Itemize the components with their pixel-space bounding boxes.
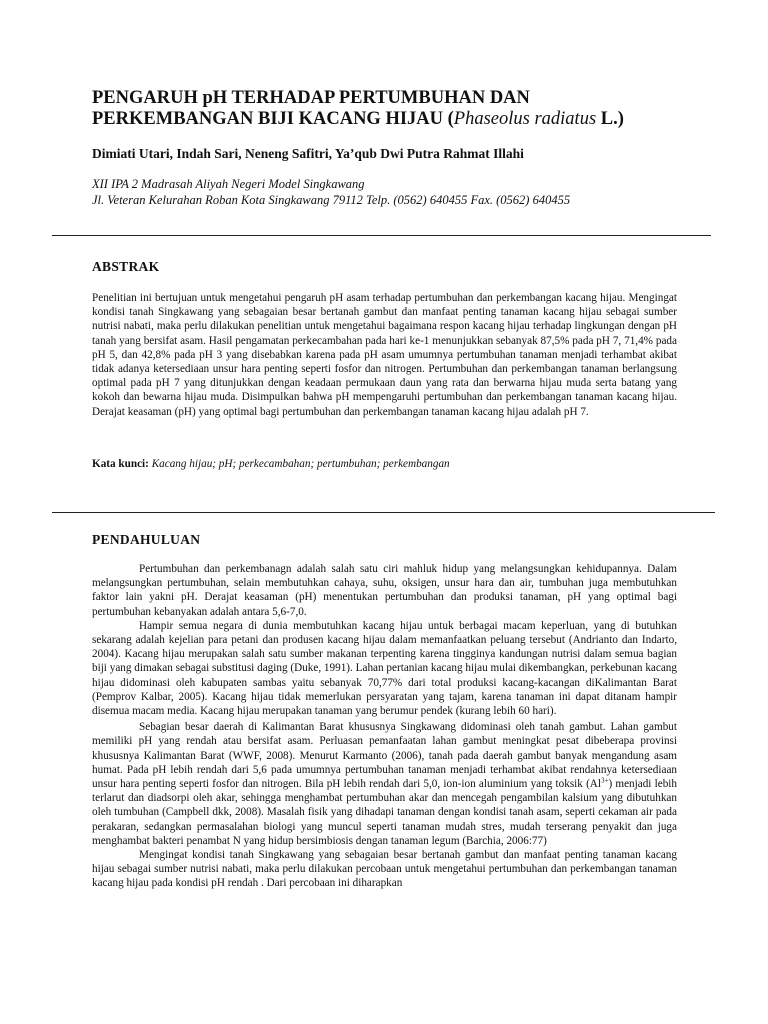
keywords-text: Kacang hijau; pH; perkecambahan; pertumbuhan; perkembangan — [148, 458, 450, 470]
title-end: L.) — [596, 109, 624, 129]
divider-bottom — [52, 512, 715, 513]
abstract-text: Penelitian ini bertujuan untuk mengetahui pengaruh pH asam terhadap pertumbuhan dan perkembangan kacang hijau. Mengingat kondisi tanah Singkawang yang sebagaian besar bertanah gambut dan manfaat penting tanaman kacang hijau sebagai sumber nutrisi nabati, maka perlu dilakukan penelitian untuk mengetahui bagaimana respon kacang hijau terhadap lingkungan dengan pH tanah yang bersifat asam. Hasil pengamatan perkecambahan pada hari ke-1 menunjukkan sebanyak 87,5% pada pH 7, 71,4% pada pH 5, dan 42,8% pada pH 3 yang disebabkan karena pada pH asam umumnya pertumbuhan tanaman menjadi terhambat akibat tidak adanya ketersediaan unsur hara penting seperti fosfor dan nitrogen. Pertumbuhan dan perkembangan tanaman berlangsung optimal pada pH 7 yang ditunjukkan dengan keadaan permukaan daun yang rata dan berwarna hijau muda serta batang yang kokoh dan bewarna hijau muda. Disimpulkan bahwa pH mempengaruhi pertumbuhan dan perkembangan tanaman kacang hijau. Derajat keasaman (pH) yang optimal bagi pertumbuhan dan perkembangan tanaman kacang hijau adalah pH 7. — [92, 292, 677, 418]
affiliation — [92, 177, 692, 208]
intro-paragraph-2: Hampir semua negara di dunia membutuhkan kacang hijau untuk berbagai macam keperluan, yang di butuhkan sekarang adalah kejelian para petani dan produsen kacang hijau dalam memanfaatkan peluang tersebut (Andrianto dan Indarto, 2004). Kacang hijau merupakan salah satu sumber makanan terpenting karena tingginya kandungan nutrisi dalam semua bagian biji yang dimakan sebagai substitusi daging (Duke, 1991). Lahan pertanian kacang hijau mulai dikembangkan, perkebunan kacang hijau didominasi oleh kabupaten sambas yaitu sebanyak 70,77% dari total produksi kacang-kacangan diKalimantan Barat (Pemprov Kalbar, 2005). Kacang hijau tidak memerlukan persyaratan yang tajam, karena tanaman ini dapat ditanam hampir disemua macam media. Kacang hijau merupakan tanaman yang berumur pendek (kurang lebih 60 hari). — [92, 619, 677, 718]
keywords — [92, 458, 677, 470]
intro-paragraph-1: Pertumbuhan dan perkembanagn adalah salah satu ciri mahluk hidup yang melangsungkan kehidupannya. Dalam melangsungkan pertumbuhan, selain membutuhkan cahaya, suhu, oksigen, unsur hara dan air, tumbuhan juga membutuhkan faktor lain yakni pH. Derajat keasaman (pH) menentukan pertumbuhan dan produksi tanaman, pH yang optimal bagi pertumbuhan kebanyakan adalah antara 5,6-7,0. — [92, 563, 677, 618]
divider-top — [52, 235, 711, 236]
intro-paragraph-3 — [92, 720, 677, 848]
paper-title — [92, 88, 692, 130]
title-species: Phaseolus radiatus — [453, 109, 597, 129]
intro-p3-before: Sebagian besar daerah di Kalimantan Barat khususnya Singkawang didominasi oleh tanah gambut. Lahan gambut memiliki pH yang rendah atau bersifat asam. Perluasan pemanfaatan lahan gambut meningkat pesat dibeberapa provinsi khususnya Kalimantan Barat (WWF, 2008). Menurut Karmanto (2006), tanah pada daerah gambut banyak mengandung asam humat. Pada pH lebih rendah dari 5,6 pada umumnya pertumbuhan tanaman menjadi terhambat akibat rendahnya ketersediaan unsur hara penting seperti fosfor dan nitrogen. Bila pH lebih rendah dari 5,0, ion-ion aluminium yang toksik (Al — [92, 721, 677, 791]
title-main: PENGARUH pH TERHADAP PERTUMBUHAN DAN PERKEMBANGAN BIJI KACANG HIJAU ( — [92, 88, 530, 129]
affiliation-school: XII IPA 2 Madrasah Aliyah Negeri Model Singkawang — [92, 177, 365, 191]
intro-paragraph-4: Mengingat kondisi tanah Singkawang yang sebagaian besar bertanah gambut dan manfaat penting tanaman kacang hijau sebagai sumber nutrisi nabati, maka perlu dilakukan percobaan untuk mengetahui pertumbuhan dan perkembangan tanaman kacang hijau pada kondisi pH rendah . Dari percobaan ini diharapkan — [92, 849, 677, 890]
affiliation-address: Jl. Veteran Kelurahan Roban Kota Singkawang 79112 Telp. (0562) 640455 Fax. (0562) 640455 — [92, 192, 571, 207]
author-list: Dimiati Utari, Indah Sari, Neneng Safitri, Ya’qub Dwi Putra Rahmat Illahi — [92, 146, 524, 161]
intro-p3-after: ) menjadi lebih terlarut dan diadsorpi oleh akar, sehingga menghambat pertumbuhan akar dan mencegah pengambilan kalsium yang dibutuhkan oleh tumbuhan (Campbell dkk, 2008). Masalah fisik yang dihadapi tanaman dengan kondisi tanah asam, seperti cekaman air pada perakaran, sedangkan permasalahan biologi yang muncul seperti tanaman mudah stres, mudah terserang penyakit dan juga menghambat bakteri penambat N yang hidup bersimbiosis dengan tanaman legum (Barchia, 2006:77) — [92, 778, 677, 847]
abstract-heading: ABSTRAK — [92, 259, 160, 274]
keywords-label: Kata kunci: — [92, 458, 149, 470]
introduction-heading: PENDAHULUAN — [92, 532, 201, 547]
introduction-body — [92, 562, 677, 891]
aluminium-charge: 3+ — [601, 776, 609, 785]
